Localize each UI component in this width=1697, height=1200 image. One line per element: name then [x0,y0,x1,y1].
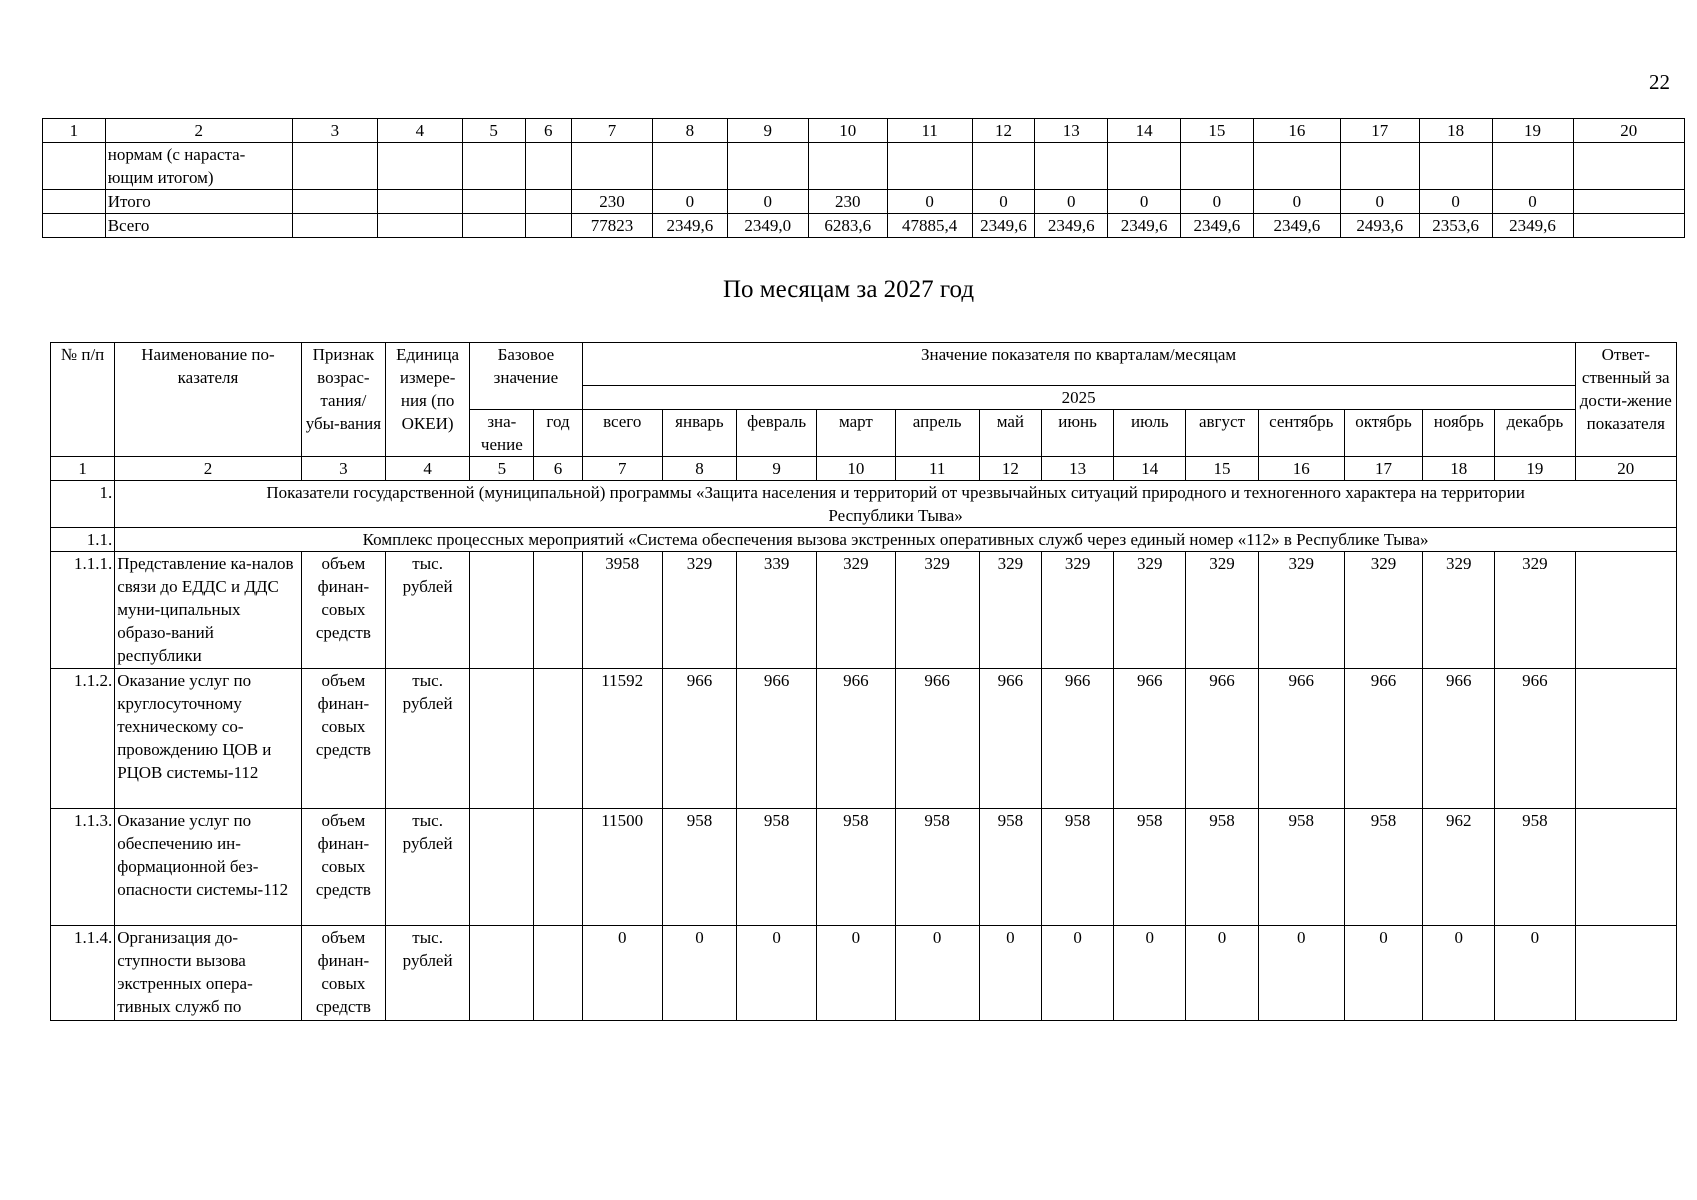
header-month: январь [662,410,736,457]
table-cell [1108,143,1181,190]
col-number: 11 [895,457,979,481]
table-cell [652,143,727,190]
table-cell [462,143,525,190]
table-cell: 2349,6 [972,214,1035,238]
header-month: май [979,410,1041,457]
value-cell: 966 [1423,669,1495,809]
value-cell: 0 [1186,926,1258,1021]
table-cell: 2349,6 [1035,214,1108,238]
table-cell [727,143,808,190]
value-cell: 0 [582,926,662,1021]
table-cell: 230 [808,190,887,214]
table-cell [470,809,534,926]
col-number: 8 [652,119,727,143]
value-cell: 329 [895,552,979,669]
table-cell [1181,143,1254,190]
value-cell: 329 [1114,552,1186,669]
col-number: 7 [582,457,662,481]
header-month: март [817,410,895,457]
col-number: 12 [979,457,1041,481]
table-cell [1575,926,1676,1021]
table-cell: 0 [652,190,727,214]
cont-row-cumulative [43,143,1685,190]
value-cell: 329 [1258,552,1344,669]
col-number: 2 [105,119,292,143]
table-cell: 0 [1419,190,1492,214]
table-cell [292,214,377,238]
table-cell: 230 [572,190,653,214]
table-cell: 0 [1035,190,1108,214]
table-cell: 0 [1108,190,1181,214]
col-number: 4 [377,119,462,143]
table-cell [1253,143,1340,190]
table-cell [1575,809,1676,926]
value-cell: 329 [1186,552,1258,669]
col-number: 4 [386,457,470,481]
value-cell: 0 [737,926,817,1021]
col-number: 14 [1114,457,1186,481]
row-name: Представление ка-налов связи до ЕДДС и ДДС муни-ципальных образо-ваний республики [115,552,302,669]
table-cell: 2349,6 [1492,214,1573,238]
header-values-title: Значение показателя по кварталам/месяцам [582,343,1575,386]
value-cell: 0 [1114,926,1186,1021]
monthly-indicators-table [50,342,1677,1021]
value-cell: 966 [1114,669,1186,809]
value-cell: 958 [737,809,817,926]
table-cell [292,190,377,214]
cont-row-vsego [43,214,1685,238]
table-cell [377,143,462,190]
table-cell [470,552,534,669]
col-number: 11 [887,119,972,143]
header-responsible: Ответ-ственный за дости-жение показателя [1575,343,1676,457]
header-year: 2025 [582,386,1575,410]
row-name: Организация до-ступности вызова экстренных опера-тивных служб по [115,926,302,1021]
table-cell [534,669,582,809]
table-row [51,669,1677,809]
table-cell: 6283,6 [808,214,887,238]
section-heading: По месяцам за 2027 год [722,276,975,303]
col-number: 8 [662,457,736,481]
value-cell: 958 [979,809,1041,926]
header-row-1 [51,343,1677,386]
value-cell: 966 [1495,669,1575,809]
col-number: 13 [1041,457,1113,481]
col-number: 3 [292,119,377,143]
table-cell [1035,143,1108,190]
header-month: декабрь [1495,410,1575,457]
col-number: 10 [808,119,887,143]
header-base: Базовое значение [470,343,582,410]
section-num: 1. [51,481,115,528]
header-month: июль [1114,410,1186,457]
col-number: 13 [1035,119,1108,143]
table-cell: 0 [1181,190,1254,214]
table-cell [525,214,572,238]
value-cell: 966 [1344,669,1422,809]
table-cell [1340,143,1419,190]
row-name: нормам (с нараста-ющим итогом) [105,143,292,190]
header-unit: Единица измере-ния (по ОКЕИ) [386,343,470,457]
table-cell: 2349,0 [727,214,808,238]
table-cell [462,190,525,214]
table-cell: 0 [1492,190,1573,214]
table-cell: 2349,6 [652,214,727,238]
value-cell: 0 [1041,926,1113,1021]
col-number: 20 [1573,119,1685,143]
table-cell: 2349,6 [1253,214,1340,238]
value-cell: 0 [1495,926,1575,1021]
col-number: 15 [1186,457,1258,481]
table-cell [525,190,572,214]
value-cell: 0 [817,926,895,1021]
row-num: 1.1.4. [51,926,115,1021]
value-cell: 958 [1495,809,1575,926]
col-number: 3 [301,457,385,481]
value-cell: 0 [662,926,736,1021]
row-sign: объем финан-совых средств [301,552,385,669]
col-number: 6 [525,119,572,143]
col-number: 19 [1492,119,1573,143]
header-base-value: зна-чение [470,410,534,457]
table-cell [1573,190,1685,214]
row-name: Оказание услуг по круглосуточному техническому со-провождению ЦОВ и РЦОВ системы-112 [115,669,302,809]
value-cell: 966 [1186,669,1258,809]
value-cell: 966 [737,669,817,809]
row-name: Всего [105,214,292,238]
row-unit: тыс. рублей [386,926,470,1021]
value-cell: 329 [817,552,895,669]
header-month: июнь [1041,410,1113,457]
row-unit: тыс. рублей [386,809,470,926]
col-number: 14 [1108,119,1181,143]
row-name: Итого [105,190,292,214]
value-cell: 0 [1344,926,1422,1021]
header-month: октябрь [1344,410,1422,457]
table-cell [377,190,462,214]
row-unit: тыс. рублей [386,552,470,669]
table-cell: 2349,6 [1181,214,1254,238]
value-cell: 966 [1041,669,1113,809]
table-cell [808,143,887,190]
table-cell [1573,214,1685,238]
col-number: 7 [572,119,653,143]
value-cell: 966 [817,669,895,809]
value-cell: 958 [1344,809,1422,926]
value-cell: 958 [1258,809,1344,926]
table-cell: 2349,6 [1108,214,1181,238]
table-cell [1419,143,1492,190]
table-cell [43,190,106,214]
col-numbers-row [51,457,1677,481]
col-number: 9 [727,119,808,143]
row-sign: объем финан-совых средств [301,926,385,1021]
table-cell [972,143,1035,190]
table-cell [525,143,572,190]
col-number: 16 [1253,119,1340,143]
row-name: Оказание услуг по обеспечению ин-формационной без-опасности системы-112 [115,809,302,926]
header-month: всего [582,410,662,457]
col-number: 15 [1181,119,1254,143]
table-cell [1492,143,1573,190]
value-cell: 0 [979,926,1041,1021]
col-number: 18 [1419,119,1492,143]
table-cell: 0 [972,190,1035,214]
header-month: февраль [737,410,817,457]
value-cell: 966 [895,669,979,809]
cont-row-itogo [43,190,1685,214]
value-cell: 11592 [582,669,662,809]
value-cell: 3958 [582,552,662,669]
col-number: 10 [817,457,895,481]
subsection-num: 1.1. [51,528,115,552]
table-cell [534,809,582,926]
table-cell [43,214,106,238]
col-number: 19 [1495,457,1575,481]
table-cell: 77823 [572,214,653,238]
value-cell: 958 [895,809,979,926]
table-cell: 0 [1253,190,1340,214]
value-cell: 339 [737,552,817,669]
value-cell: 329 [1423,552,1495,669]
value-cell: 958 [1041,809,1113,926]
table-cell [462,214,525,238]
cont-col-numbers-row [43,119,1685,143]
table-cell: 47885,4 [887,214,972,238]
col-number: 1 [51,457,115,481]
section-row-1-1 [51,528,1677,552]
table-cell [292,143,377,190]
page-number: 22 [1649,70,1670,94]
value-cell: 0 [895,926,979,1021]
value-cell: 958 [1114,809,1186,926]
value-cell: 958 [817,809,895,926]
subsection-title: Комплекс процессных мероприятий «Система обеспечения вызова экстренных оперативных служб через единый номер «112» в Республике Тыва» [115,528,1677,552]
value-cell: 0 [1423,926,1495,1021]
col-number: 20 [1575,457,1676,481]
table-cell [43,143,106,190]
table-cell: 0 [727,190,808,214]
value-cell: 329 [1495,552,1575,669]
table-cell [377,214,462,238]
value-cell: 958 [662,809,736,926]
table-cell [470,926,534,1021]
table-cell [1575,669,1676,809]
value-cell: 966 [1258,669,1344,809]
header-name: Наименование по-казателя [115,343,302,457]
table-cell [534,552,582,669]
value-cell: 962 [1423,809,1495,926]
col-number: 1 [43,119,106,143]
col-number: 5 [470,457,534,481]
section-title: Показатели государственной (муниципальной) программы «Защита населения и территорий от чрезвычайных ситуаций природного и техногенного характера на территории Республики Тыва» [115,481,1677,528]
value-cell: 11500 [582,809,662,926]
table-cell [1573,143,1685,190]
col-number: 12 [972,119,1035,143]
col-number: 18 [1423,457,1495,481]
table-row [51,552,1677,669]
header-month: август [1186,410,1258,457]
table-cell [572,143,653,190]
value-cell: 329 [1344,552,1422,669]
col-number: 5 [462,119,525,143]
table-cell [1575,552,1676,669]
row-num: 1.1.1. [51,552,115,669]
header-num: № п/п [51,343,115,457]
value-cell: 0 [1258,926,1344,1021]
header-month: сентябрь [1258,410,1344,457]
header-month: апрель [895,410,979,457]
col-number: 17 [1344,457,1422,481]
col-number: 9 [737,457,817,481]
table-cell [470,669,534,809]
table-cell: 2353,6 [1419,214,1492,238]
header-base-year: год [534,410,582,457]
section-row-1 [51,481,1677,528]
row-num: 1.1.3. [51,809,115,926]
value-cell: 958 [1186,809,1258,926]
table-cell: 0 [887,190,972,214]
col-number: 6 [534,457,582,481]
col-number: 17 [1340,119,1419,143]
header-sign: Признак возрас-тания/ убы-вания [301,343,385,457]
value-cell: 329 [979,552,1041,669]
value-cell: 329 [1041,552,1113,669]
col-number: 16 [1258,457,1344,481]
table-cell: 2493,6 [1340,214,1419,238]
continuation-table [42,118,1685,238]
value-cell: 329 [662,552,736,669]
row-num: 1.1.2. [51,669,115,809]
table-row [51,926,1677,1021]
value-cell: 966 [979,669,1041,809]
table-cell [887,143,972,190]
table-cell: 0 [1340,190,1419,214]
header-month: ноябрь [1423,410,1495,457]
row-unit: тыс. рублей [386,669,470,809]
value-cell: 966 [662,669,736,809]
row-sign: объем финан-совых средств [301,809,385,926]
table-cell [534,926,582,1021]
col-number: 2 [115,457,302,481]
table-row [51,809,1677,926]
row-sign: объем финан-совых средств [301,669,385,809]
